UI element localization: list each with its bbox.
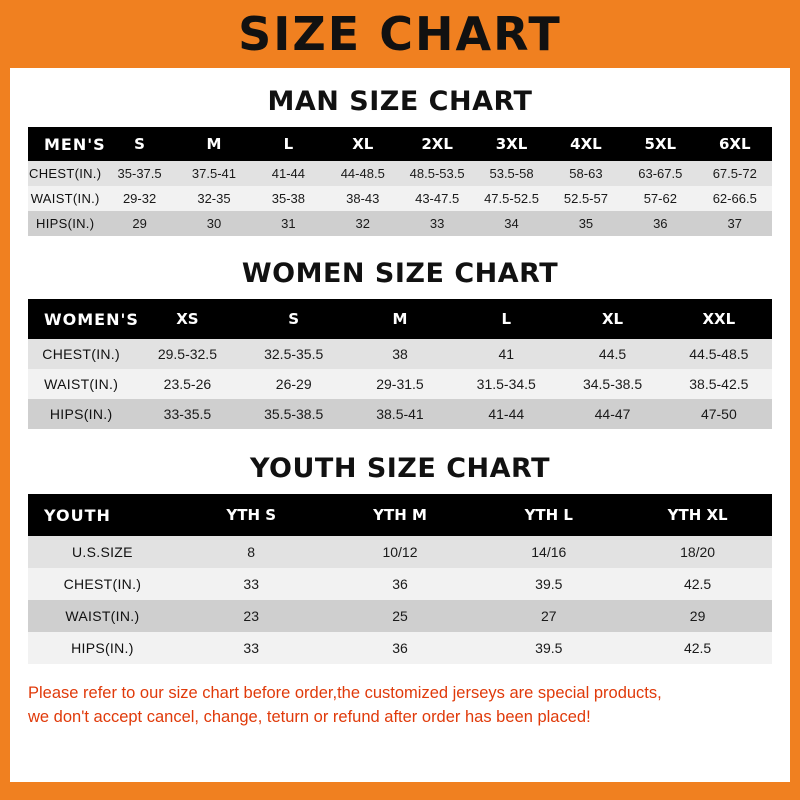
table-row	[28, 211, 772, 236]
table-cell: 35-38	[271, 191, 305, 206]
column-header: 2XL	[421, 135, 453, 153]
table-cell: 44.5	[598, 346, 627, 362]
table-cell: 67.5-72	[712, 166, 757, 181]
women-size-table	[28, 299, 772, 429]
table-cell: 29.5-32.5	[157, 346, 217, 362]
table-cell: 62-66.5	[712, 191, 757, 206]
table-cell: 33	[243, 640, 259, 656]
table-cell: 32.5-35.5	[264, 346, 324, 362]
row-label: HIPS(IN.)	[71, 640, 134, 656]
table-cell: 32-35	[197, 191, 231, 206]
table-cell: 37.5-41	[191, 166, 237, 181]
table-cell: 38.5-42.5	[689, 376, 749, 392]
column-header: YTH XL	[667, 506, 728, 524]
column-header: MEN'S	[44, 134, 106, 154]
page-title: SIZE CHART	[238, 7, 562, 61]
column-header: M	[206, 135, 222, 153]
column-header: XL	[352, 135, 374, 153]
table-cell: 36	[392, 640, 408, 656]
row-label: WAIST(IN.)	[44, 376, 119, 392]
column-header: M	[392, 310, 408, 328]
table-cell: 36	[653, 216, 668, 231]
men-size-table	[28, 127, 772, 236]
row-label: HIPS(IN.)	[36, 216, 95, 231]
table-cell: 44.5-48.5	[689, 346, 749, 362]
table-cell: 29-32	[122, 191, 157, 206]
table-cell: 63-67.5	[638, 166, 683, 181]
table-row	[28, 600, 772, 632]
row-label: WAIST(IN.)	[65, 608, 140, 624]
table-cell: 48.5-53.5	[409, 166, 465, 181]
table-cell: 30	[206, 216, 222, 231]
table-cell: 47.5-52.5	[484, 191, 539, 206]
table-cell: 14/16	[531, 544, 567, 560]
table-cell: 44-48.5	[340, 166, 385, 181]
table-cell: 23	[243, 608, 259, 624]
table-cell: 36	[392, 576, 408, 592]
table-cell: 34	[504, 216, 519, 231]
table-cell: 35-37.5	[117, 166, 162, 181]
column-header: YTH L	[524, 506, 573, 524]
column-header: YTH M	[373, 506, 427, 524]
table-cell: 43-47.5	[415, 191, 460, 206]
table-cell: 29	[689, 608, 706, 624]
column-header: S	[288, 310, 300, 328]
row-label: WAIST(IN.)	[30, 191, 100, 206]
table-row	[28, 399, 772, 429]
row-label: CHEST(IN.)	[42, 346, 120, 362]
row-label: CHEST(IN.)	[63, 576, 142, 592]
column-header: XS	[176, 310, 199, 328]
table-cell: 23.5-26	[163, 376, 212, 392]
column-header: S	[134, 135, 145, 153]
column-header: 4XL	[570, 135, 602, 153]
table-cell: 38-43	[346, 191, 380, 206]
table-row	[28, 632, 772, 664]
table-row	[28, 339, 772, 369]
table-cell: 41-44	[488, 406, 525, 422]
table-cell: 53.5-58	[489, 166, 534, 181]
table-cell: 39.5	[535, 640, 563, 656]
column-header: YOUTH	[44, 505, 111, 525]
row-label: HIPS(IN.)	[49, 406, 113, 422]
table-cell: 8	[247, 544, 256, 560]
column-header: 6XL	[718, 135, 751, 153]
table-cell: 41-44	[271, 166, 305, 181]
column-header: L	[501, 310, 512, 328]
table-cell: 25	[392, 608, 408, 624]
table-cell: 29-31.5	[376, 376, 424, 392]
column-header: 3XL	[495, 135, 528, 153]
table-cell: 39.5	[535, 576, 563, 592]
table-cell: 35	[578, 216, 594, 231]
page-banner	[0, 0, 800, 68]
youth-section-title: YOUTH SIZE CHART	[249, 453, 551, 484]
table-cell: 44-47	[594, 406, 631, 422]
table-cell: 41	[498, 346, 515, 362]
footer-note-line-2: we don't accept cancel, change, teturn or refund after order has been placed!	[28, 707, 591, 726]
table-cell: 38.5-41	[376, 406, 424, 422]
table-cell: 35.5-38.5	[264, 406, 324, 422]
table-cell: 38	[392, 346, 408, 362]
column-header: YTH S	[226, 506, 277, 524]
table-cell: 26-29	[275, 376, 312, 392]
table-row	[28, 161, 772, 186]
table-cell: 42.5	[683, 576, 712, 592]
column-header: L	[283, 135, 294, 153]
column-header: XXL	[702, 310, 736, 328]
table-cell: 10/12	[382, 544, 418, 560]
table-cell: 58-63	[569, 166, 603, 181]
table-header-row	[28, 299, 772, 339]
table-row	[28, 568, 772, 600]
bottom-accent-bar	[0, 782, 800, 800]
table-cell: 57-62	[643, 191, 677, 206]
table-row	[28, 369, 772, 399]
man-section-title: MAN SIZE CHART	[267, 86, 533, 117]
table-cell: 33-35.5	[163, 406, 212, 422]
column-header: 5XL	[644, 135, 677, 153]
table-cell: 33	[429, 216, 445, 231]
table-cell: 37	[727, 216, 742, 231]
table-cell: 32	[355, 216, 370, 231]
row-label: U.S.SIZE	[72, 544, 133, 560]
row-label: CHEST(IN.)	[29, 166, 102, 181]
table-cell: 31.5-34.5	[476, 376, 536, 392]
youth-size-table	[28, 494, 772, 664]
table-header-row	[28, 127, 772, 161]
table-cell: 52.5-57	[563, 191, 608, 206]
table-cell: 42.5	[683, 640, 712, 656]
table-row	[28, 186, 772, 211]
table-row	[28, 536, 772, 568]
table-header-row	[28, 494, 772, 536]
women-section-title: WOMEN SIZE CHART	[241, 258, 559, 289]
table-cell: 31	[281, 216, 296, 231]
footer-note	[28, 682, 772, 730]
table-cell: 18/20	[680, 544, 716, 560]
table-cell: 34.5-38.5	[582, 376, 643, 392]
table-cell: 47-50	[700, 406, 737, 422]
column-header: XL	[601, 310, 624, 328]
table-cell: 29	[132, 216, 147, 231]
footer-note-line-1: Please refer to our size chart before order,the customized jerseys are special products,	[28, 684, 662, 702]
column-header: WOMEN'S	[44, 309, 139, 329]
table-cell: 33	[243, 576, 259, 592]
table-cell: 27	[541, 608, 557, 624]
